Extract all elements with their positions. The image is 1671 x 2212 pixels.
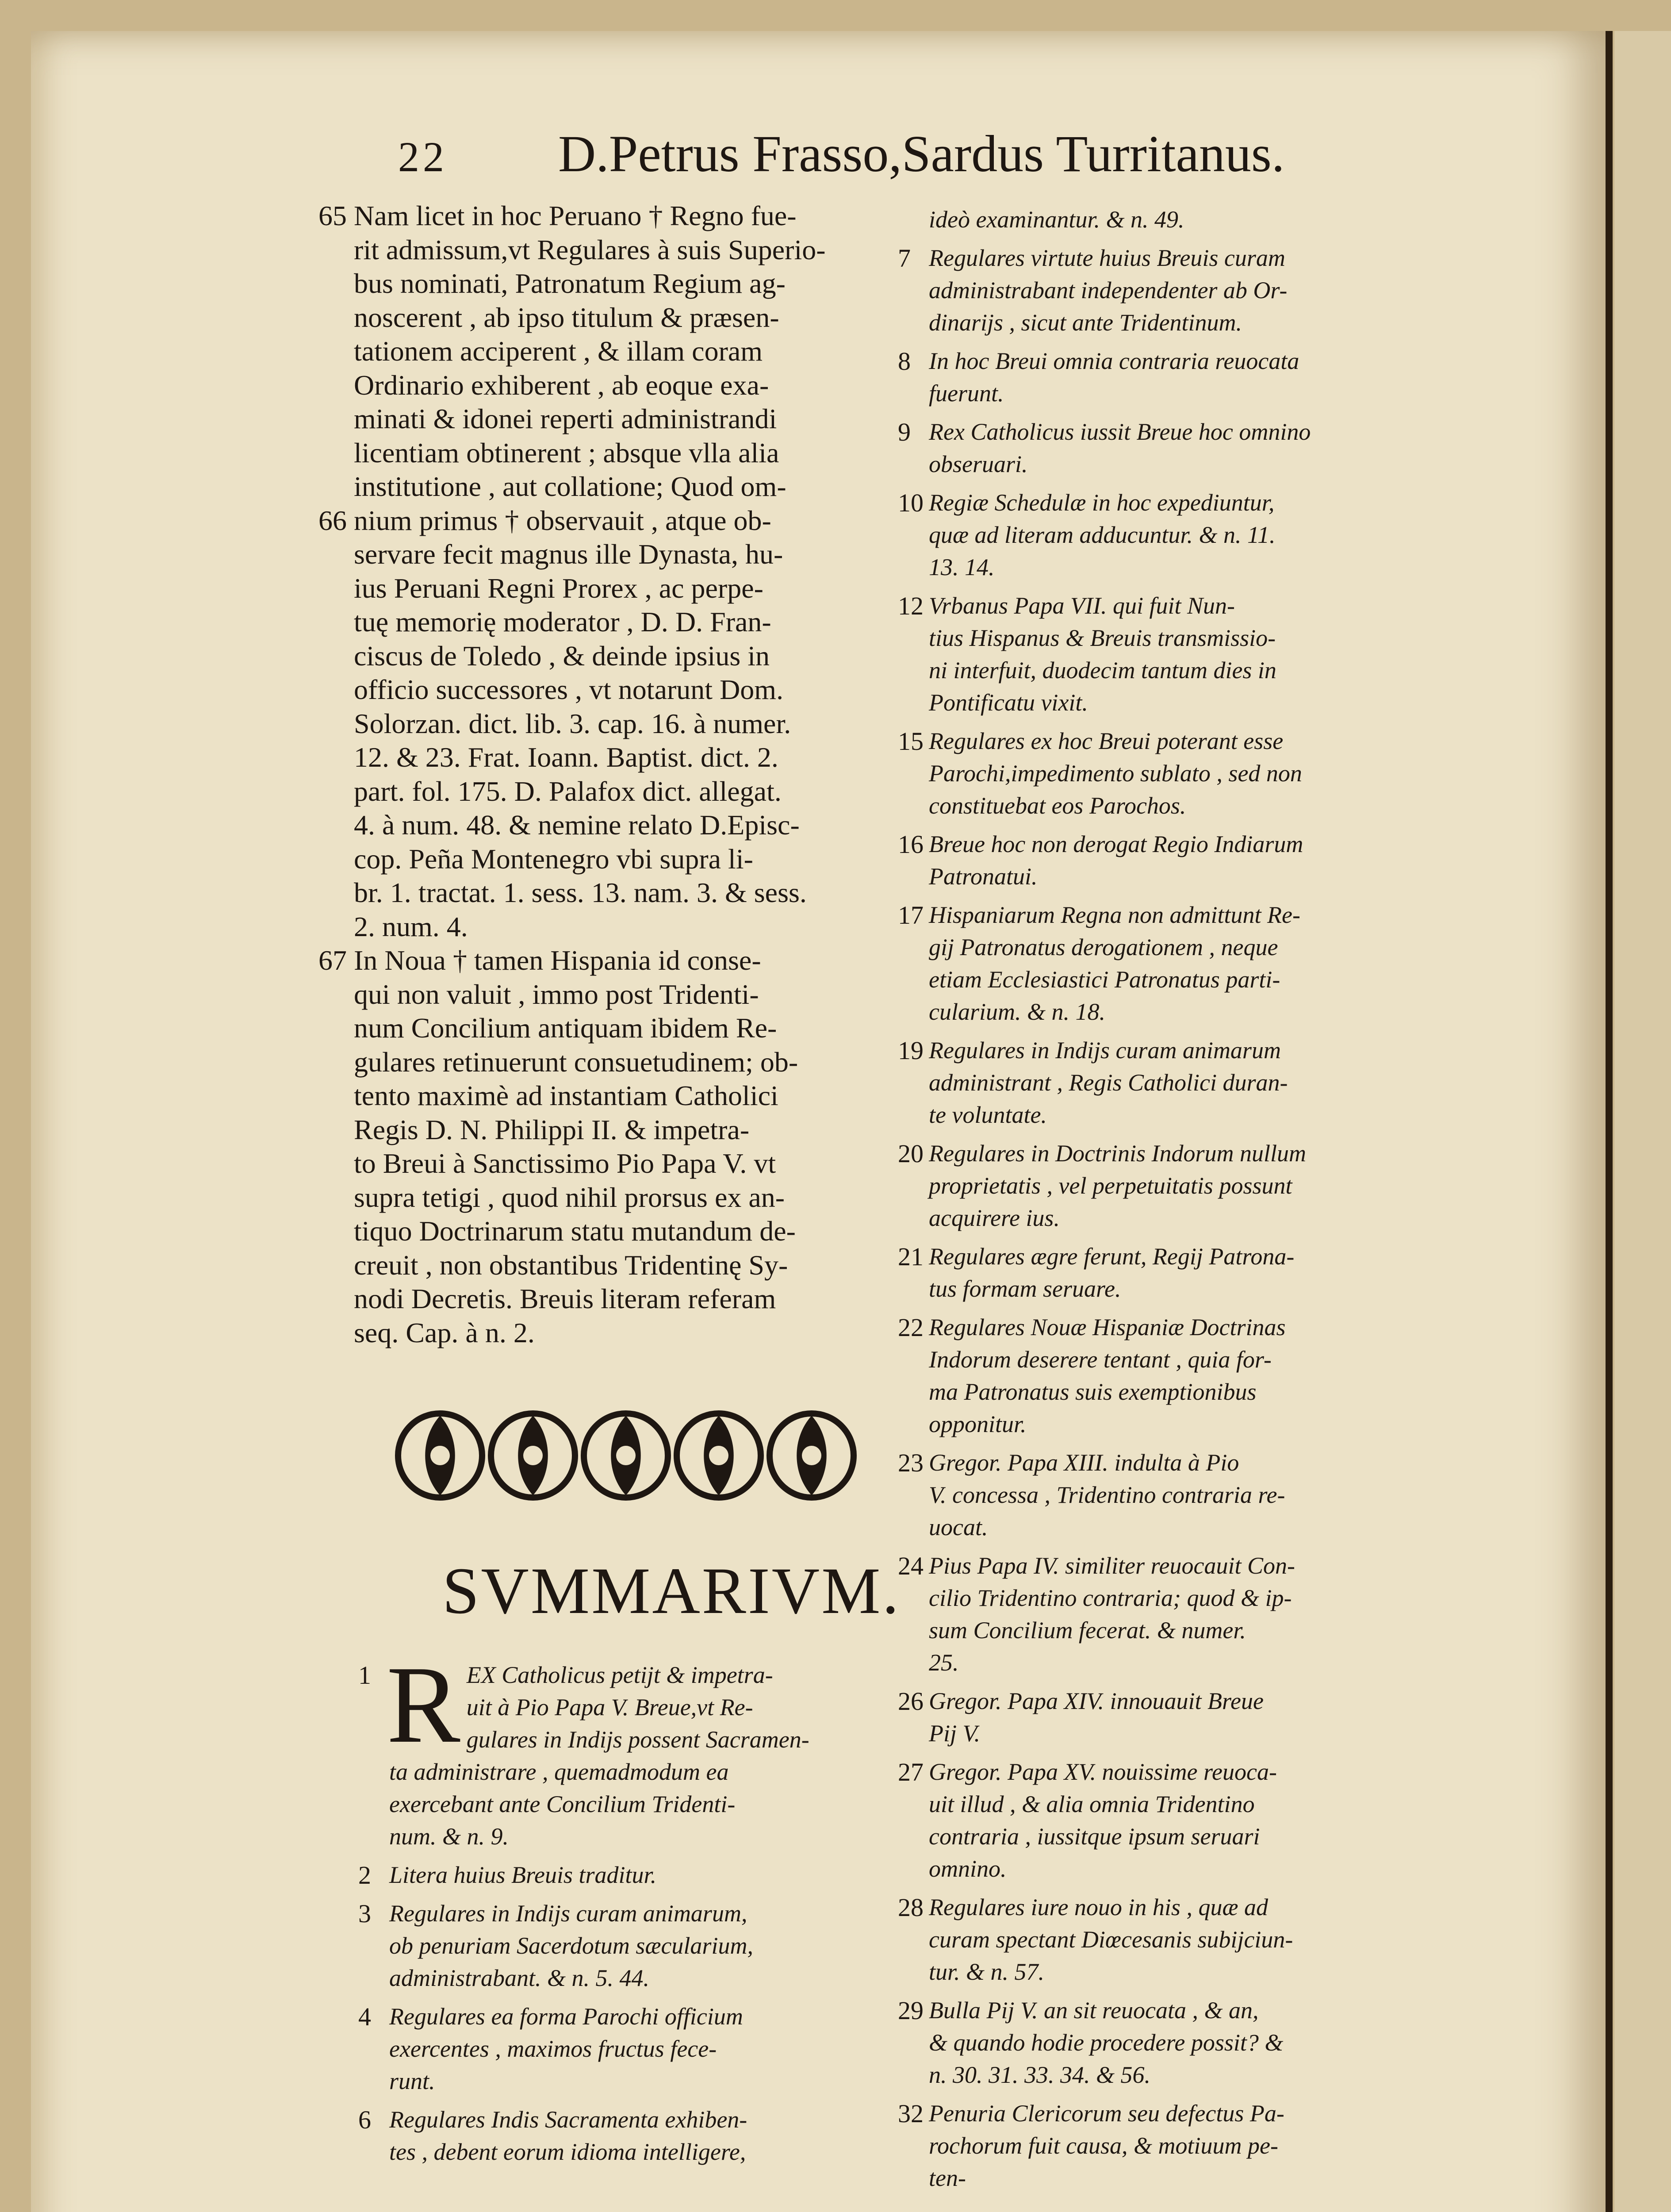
text-line: bus nominati, Patronatum Regium ag- xyxy=(354,268,786,299)
entry-number: 19 xyxy=(898,1036,924,1065)
entry-line: Regulares ex hoc Breui poterant esse xyxy=(929,728,1284,754)
body-paragraph xyxy=(318,944,858,1350)
entry-number: 8 xyxy=(898,347,911,376)
entry-line: administrant , Regis Catholici duran- xyxy=(929,1069,1288,1096)
text-line: 2. num. 4. xyxy=(354,910,468,942)
entry-line: Regulares in Indijs curam animarum, xyxy=(389,1900,747,1927)
entry-line: acquirere ius. xyxy=(929,1205,1060,1231)
entry-line: gulares in Indijs possent Sacramen- xyxy=(466,1726,809,1753)
entry-line: Pontificatu vixit. xyxy=(929,689,1088,716)
text-line: br. 1. tractat. 1. sess. 13. nam. 3. & sess. xyxy=(354,877,807,908)
entry-number: 10 xyxy=(898,488,924,517)
entry-line: Regulares ægre ferunt, Regij Patrona- xyxy=(929,1243,1295,1270)
entry-line: te voluntate. xyxy=(929,1102,1047,1128)
text-line: noscerent , ab ipso titulum & præsen- xyxy=(354,301,779,333)
entry-number: 3 xyxy=(358,1899,371,1928)
text-line: 12. & 23. Frat. Ioann. Baptist. dict. 2. xyxy=(354,741,778,773)
text-line: tationem acciperent , & illam coram xyxy=(354,335,763,367)
text-line: qui non valuit , immo post Tridenti- xyxy=(354,978,759,1010)
facing-page-edge xyxy=(1614,31,1671,2212)
entry-number: 27 xyxy=(898,1758,924,1786)
text-line: officio successores , vt notarunt Dom. xyxy=(354,674,784,705)
ornament-band xyxy=(394,1398,858,1513)
entry-line: runt. xyxy=(389,2068,435,2094)
text-line: to Breui à Sanctissimo Pio Papa V. vt xyxy=(354,1148,776,1179)
entry-number: 17 xyxy=(898,901,924,929)
body-paragraph xyxy=(318,199,858,504)
drop-capital: R xyxy=(387,1644,460,1766)
text-line: tento maximè ad instantiam Catholici xyxy=(354,1080,778,1111)
entry-line: Pius Papa IV. similiter reuocauit Con- xyxy=(929,1552,1295,1579)
entry-line: Indorum deserere tentant , quia for- xyxy=(929,1346,1272,1373)
summary-entry xyxy=(898,345,1486,410)
entry-line: contraria , iussitque ipsum seruari xyxy=(929,1823,1260,1850)
text-line: licentiam obtinerent ; absque vlla alia xyxy=(354,437,779,469)
entry-line: exercentes , maximos fructus fece- xyxy=(389,2035,717,2062)
text-line: supra tetigi , quod nihil prorsus ex an- xyxy=(354,1181,785,1213)
text-line: tuę memorię moderator , D. D. Fran- xyxy=(354,606,771,637)
text-line: cop. Peña Montenegro vbi supra li- xyxy=(354,843,753,875)
summary-entry xyxy=(898,590,1486,719)
running-head: D.Petrus Frasso,Sardus Turritanus. xyxy=(558,125,1285,183)
entry-line: Gregor. Papa XV. nouissime reuoca- xyxy=(929,1759,1277,1785)
entry-line: sum Concilium fecerat. & numer. xyxy=(929,1617,1246,1644)
entry-number: 15 xyxy=(898,727,924,756)
text-line: institutione , aut collatione; Quod om- xyxy=(354,471,786,502)
entry-line: Pij V. xyxy=(929,1720,981,1747)
entry-number: 7 xyxy=(898,244,911,273)
entry-line: cilio Tridentino contraria; quod & ip- xyxy=(929,1585,1292,1611)
entry-line: ma Patronatus suis exemptionibus xyxy=(929,1379,1257,1405)
text-line: creuit , non obstantibus Tridentinę Sy- xyxy=(354,1249,788,1281)
text-line: 4. à num. 48. & nemine relato D.Episc- xyxy=(354,809,800,841)
text-line: seq. Cap. à n. 2. xyxy=(354,1317,535,1348)
summary-left-list xyxy=(358,1644,893,2174)
entry-line: dinarijs , sicut ante Tridentinum. xyxy=(929,309,1242,336)
summary-entry xyxy=(929,204,1486,236)
text-line: Regis D. N. Philippi II. & impetra- xyxy=(354,1114,750,1145)
entry-number: 20 xyxy=(898,1139,924,1168)
entry-line: Bulla Pij V. an sit reuocata , & an, xyxy=(929,1997,1259,2024)
entry-line: Breue hoc non derogat Regio Indiarum xyxy=(929,831,1303,857)
summary-entry xyxy=(898,1240,1486,1305)
entry-line: ni interfuit, duodecim tantum dies in xyxy=(929,657,1276,684)
entry-line: ten- xyxy=(929,2165,966,2191)
summary-entry xyxy=(358,1859,893,1891)
entry-number: 16 xyxy=(898,830,924,859)
text-line: Ordinario exhiberent , ab eoque exa- xyxy=(354,369,769,401)
entry-line: Gregor. Papa XIII. indulta à Pio xyxy=(929,1449,1239,1476)
text-line: Nam licet in hoc Peruano † Regno fue- xyxy=(354,200,797,231)
entry-number: 22 xyxy=(898,1313,924,1342)
left-column xyxy=(318,199,858,1350)
entry-line: administrabant. & n. 5. 44. xyxy=(389,1965,650,1991)
entry-line: opponitur. xyxy=(929,1411,1027,1437)
entry-line: Rex Catholicus iussit Breue hoc omnino xyxy=(929,419,1311,445)
summary-entry xyxy=(898,416,1486,480)
entry-number: 24 xyxy=(898,1551,924,1580)
entry-line: rochorum fuit causa, & motiuum pe- xyxy=(929,2132,1278,2159)
summary-entry xyxy=(898,487,1486,584)
entry-line: Regulares in Indijs curam animarum xyxy=(929,1037,1281,1064)
entry-line: ideò examinantur. & n. 49. xyxy=(929,206,1184,233)
entry-line: Regulares ea forma Parochi officium xyxy=(389,2003,743,2030)
entry-line: Regiæ Schedulæ in hoc expediuntur, xyxy=(929,489,1275,516)
entry-number: 1 xyxy=(358,1661,371,1690)
text-line: nodi Decretis. Breuis literam referam xyxy=(354,1283,776,1314)
text-line: In Noua † tamen Hispania id conse- xyxy=(354,945,761,976)
entry-line: tes , debent eorum idioma intelligere, xyxy=(389,2139,746,2165)
entry-number: 21 xyxy=(898,1242,924,1271)
entry-line: uit illud , & alia omnia Tridentino xyxy=(929,1791,1255,1817)
entry-line: ob penuriam Sacerdotum sæcularium, xyxy=(389,1932,753,1959)
summary-entry xyxy=(898,1685,1486,1750)
entry-line: Hispaniarum Regna non admittunt Re- xyxy=(929,902,1300,928)
marginal-number: 67 xyxy=(318,945,347,976)
summary-entry xyxy=(898,828,1486,893)
entry-line: 13. 14. xyxy=(929,554,995,580)
entry-line: Parochi,impedimento sublato , sed non xyxy=(929,760,1302,787)
entry-line: quæ ad literam adducuntur. & n. 11. xyxy=(929,522,1276,548)
body-paragraph xyxy=(318,504,858,944)
entry-line: uocat. xyxy=(929,1514,988,1540)
entry-line: Gregor. Papa XIV. innouauit Breue xyxy=(929,1688,1264,1714)
text-line: minati & idonei reperti administrandi xyxy=(354,403,777,434)
text-line: servare fecit magnus ille Dynasta, hu- xyxy=(354,538,783,570)
entry-line: exercebant ante Concilium Tridenti- xyxy=(389,1791,736,1817)
summary-entry xyxy=(898,1550,1486,1679)
summary-entry xyxy=(358,2104,893,2168)
entry-line: Regulares virtute huius Breuis curam xyxy=(929,245,1285,271)
summary-entry xyxy=(358,1644,893,1853)
entry-line: V. concessa , Tridentino contraria re- xyxy=(929,1482,1285,1508)
ornament-icon xyxy=(770,1413,854,1498)
summary-entry xyxy=(358,2001,893,2097)
entry-line: Litera huius Breuis traditur. xyxy=(389,1862,657,1888)
summary-entry xyxy=(358,1897,893,1994)
entry-line: cularium. & n. 18. xyxy=(929,998,1105,1025)
summary-entry xyxy=(898,1756,1486,1885)
entry-line: administrabant independenter ab Or- xyxy=(929,277,1288,303)
text-line: num Concilium antiquam ibidem Re- xyxy=(354,1012,777,1044)
entry-number: 4 xyxy=(358,2002,371,2031)
ornament-icon xyxy=(677,1413,761,1498)
entry-line: obseruari. xyxy=(929,451,1028,477)
entry-line: Regulares in Doctrinis Indorum nullum xyxy=(929,1140,1306,1167)
entry-number: 6 xyxy=(358,2105,371,2134)
entry-line: uit à Pio Papa V. Breue,vt Re- xyxy=(466,1694,753,1720)
summary-entry xyxy=(898,1034,1486,1131)
text-line: rit admissum,vt Regulares à suis Superio- xyxy=(354,234,826,265)
summary-entry xyxy=(898,899,1486,1028)
entry-line: Regulares Nouæ Hispaniæ Doctrinas xyxy=(929,1314,1286,1340)
summary-entry xyxy=(898,1447,1486,1544)
entry-line: ta administrare , quemadmodum ea xyxy=(389,1759,729,1785)
entry-line: tius Hispanus & Breuis transmissio- xyxy=(929,625,1276,651)
gutter-shadow xyxy=(1606,31,1613,2212)
text-line: Solorzan. dict. lib. 3. cap. 16. à numer. xyxy=(354,707,791,739)
entry-line: Regulares iure nouo in his , quæ ad xyxy=(929,1894,1268,1920)
entry-line: In hoc Breui omnia contraria reuocata xyxy=(929,348,1299,374)
text-line: nium primus † observauit , atque ob- xyxy=(354,504,771,536)
entry-number: 29 xyxy=(898,1996,924,2025)
summary-entry xyxy=(898,1891,1486,1988)
summary-title: SVMMARIVM. xyxy=(442,1554,901,1628)
entry-line: fuerunt. xyxy=(929,380,1004,407)
entry-line: & quando hodie procedere possit? & xyxy=(929,2029,1284,2056)
entry-line: tus formam seruare. xyxy=(929,1275,1121,1302)
summary-entry xyxy=(898,725,1486,822)
entry-line: etiam Ecclesiastici Patronatus parti- xyxy=(929,966,1280,993)
entry-line: omnino. xyxy=(929,1855,1007,1882)
entry-number: 28 xyxy=(898,1893,924,1922)
entry-line: tur. & n. 57. xyxy=(929,1959,1045,1985)
summary-entry xyxy=(898,1311,1486,1440)
entry-line: gij Patronatus derogationem , neque xyxy=(929,934,1278,960)
entry-line: n. 30. 31. 33. 34. & 56. xyxy=(929,2062,1151,2088)
ornament-icon xyxy=(584,1413,668,1498)
entry-number: 32 xyxy=(898,2099,924,2128)
text-line: gulares retinuerunt consuetudinem; ob- xyxy=(354,1046,798,1078)
ornament-icon xyxy=(398,1413,482,1498)
text-line: ciscus de Toledo , & deinde ipsius in xyxy=(354,640,770,672)
entry-number: 23 xyxy=(898,1448,924,1477)
entry-line: EX Catholicus petijt & impetra- xyxy=(466,1662,773,1688)
page-header xyxy=(398,124,1384,195)
entry-number: 12 xyxy=(898,591,924,620)
summary-entry xyxy=(898,2097,1486,2194)
entry-line: constituebat eos Parochos. xyxy=(929,792,1186,819)
text-line: part. fol. 175. D. Palafox dict. allegat. xyxy=(354,775,782,807)
marginal-number: 65 xyxy=(318,200,347,231)
summary-entry xyxy=(898,1994,1486,2091)
entry-number: 26 xyxy=(898,1687,924,1716)
summary-right-list xyxy=(898,204,1486,2200)
entry-line: curam spectant Diœcesanis subijciun- xyxy=(929,1926,1293,1953)
text-line: ius Peruani Regni Prorex , ac perpe- xyxy=(354,572,763,604)
entry-number: 2 xyxy=(358,1861,371,1889)
entry-line: Vrbanus Papa VII. qui fuit Nun- xyxy=(929,592,1235,619)
summary-entry xyxy=(898,242,1486,339)
entry-line: num. & n. 9. xyxy=(389,1823,509,1850)
ornament-icon xyxy=(491,1413,575,1498)
summary-entry xyxy=(898,1137,1486,1234)
text-line: tiquo Doctrinarum statu mutandum de- xyxy=(354,1215,796,1247)
entry-line: 25. xyxy=(929,1649,959,1676)
entry-number: 9 xyxy=(898,418,911,446)
page-number: 22 xyxy=(398,133,448,180)
entry-line: proprietatis , vel perpetuitatis possunt xyxy=(929,1172,1292,1199)
entry-line: Patronatui. xyxy=(929,863,1038,890)
entry-line: Regulares Indis Sacramenta exhiben- xyxy=(389,2106,747,2133)
entry-line: Penuria Clericorum seu defectus Pa- xyxy=(929,2100,1284,2127)
marginal-number: 66 xyxy=(318,504,347,536)
